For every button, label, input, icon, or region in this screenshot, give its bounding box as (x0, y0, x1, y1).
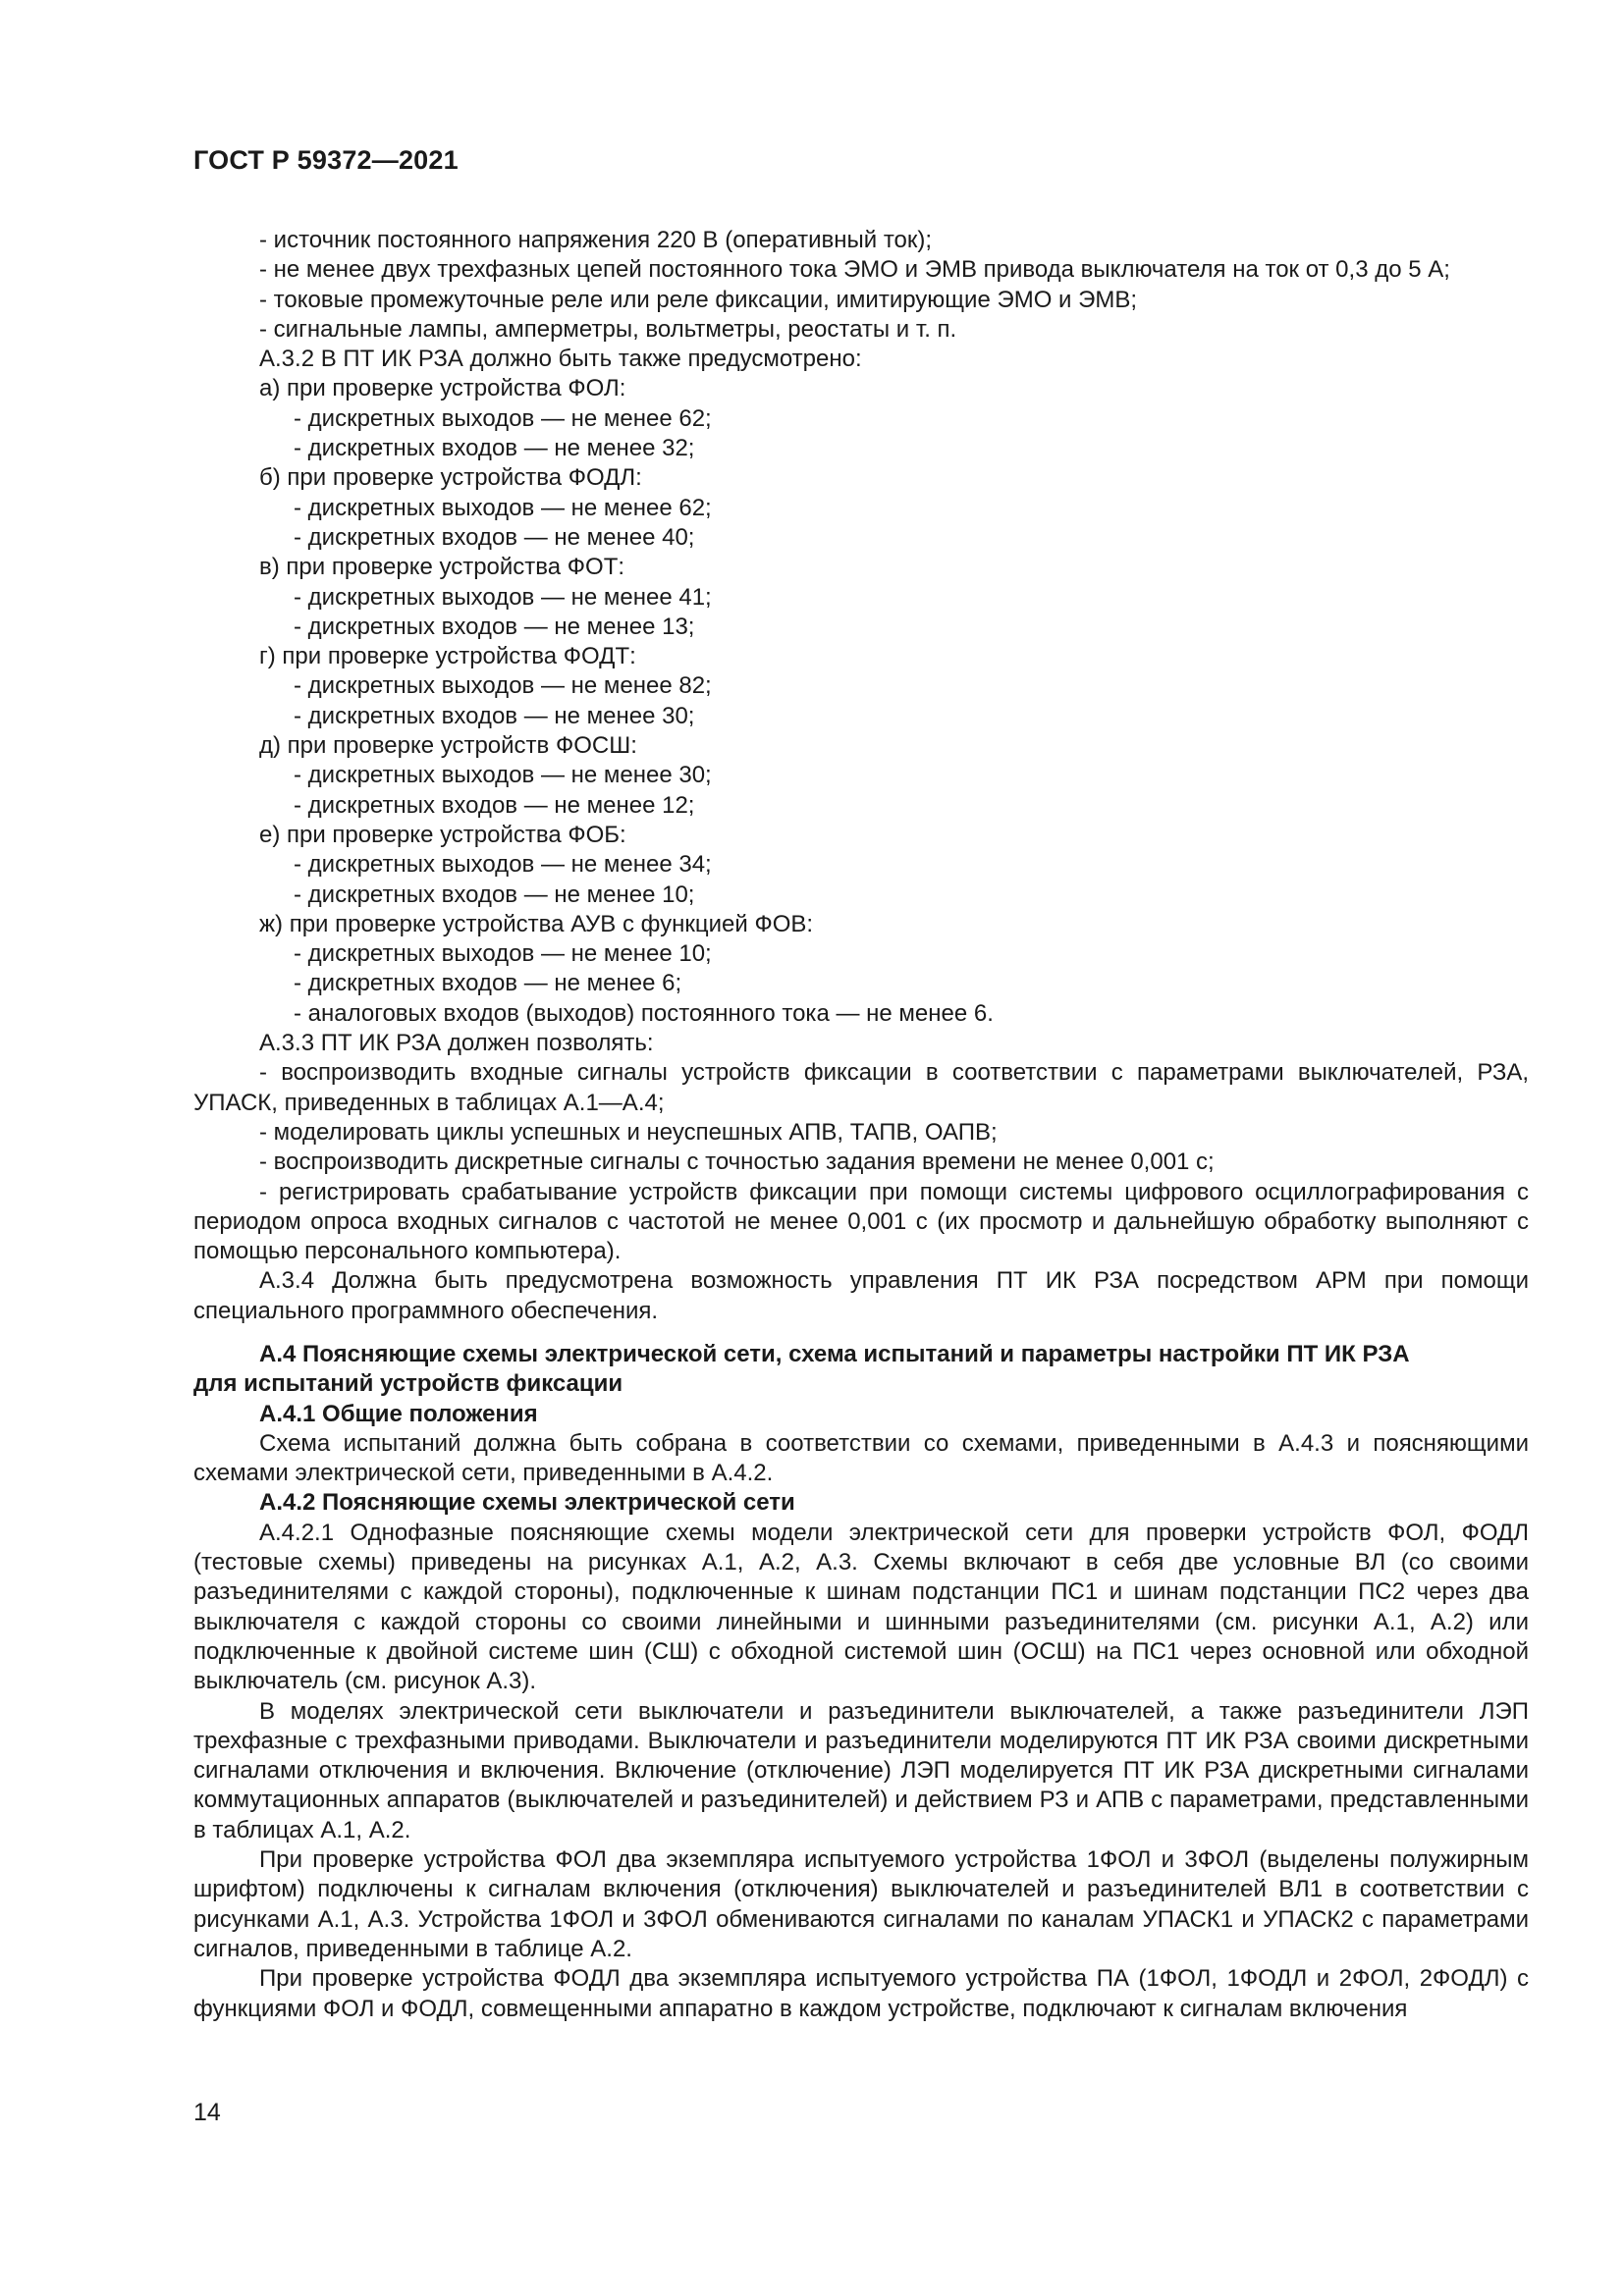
section-heading-a-4 (193, 1340, 1529, 1400)
document-header: ГОСТ Р 59372—2021 (193, 145, 459, 175)
document-body (193, 226, 1529, 2024)
list-item: - не менее двух трехфазных цепей постоянного тока ЭМО и ЭМВ привода выключателя на ток от 0,3 до 5 А; (259, 256, 1450, 284)
sublist-v: в) при проверке устройства ФОТ: (259, 554, 625, 581)
list-item: - дискретных выходов — не менее 30; (294, 762, 712, 789)
paragraph: - воспроизводить входные сигналы устройств фиксации в соответствии с параметрами выключателей, РЗА, УПАСК, приведенных в таблицах А.1—А.4; (193, 1059, 1529, 1116)
sublist-d: д) при проверке устройств ФОСШ: (259, 732, 637, 760)
sublist-a: а) при проверке устройства ФОЛ: (259, 375, 626, 402)
list-item: - сигнальные лампы, амперметры, вольтметры, реостаты и т. п. (259, 315, 957, 343)
clause-a-3-4: А.3.4 Должна быть предусмотрена возможность управления ПТ ИК РЗА посредством АРМ при помощи специального программного обеспечения. (193, 1267, 1529, 1324)
subsection-heading-a-4-1: А.4.1 Общие положения (259, 1400, 538, 1427)
subsection-heading-a-4-2: А.4.2 Поясняющие схемы электрической сети (259, 1489, 795, 1517)
page-number: 14 (193, 2099, 221, 2126)
paragraph: При проверке устройства ФОДЛ два экземпляра испытуемого устройства ПА (1ФОЛ, 1ФОДЛ и 2ФОЛ, 2ФОДЛ) с функциями ФОЛ и ФОДЛ, совмещенными аппаратно в каждом устройстве, подключают к сигналам включения (193, 1965, 1529, 2022)
paragraph: Схема испытаний должна быть собрана в соответствии со схемами, приведенными в А.4.3 и поясняющими схемами электрической сети, приведенными в А.4.2. (193, 1429, 1529, 1487)
paragraph: В моделях электрической сети выключатели и разъединители выключателей, а также разъединители ЛЭП трехфазные с трехфазными приводами. Выключатели и разъединители моделируются ПТ ИК РЗА своими дискретными сигналами отключения и включения. Включение (отключение) ЛЭП моделируется ПТ ИК РЗА дискретными сигналами коммутационных аппаратов (выключателей и разъединителей) и действием РЗ и АПВ с параметрами, представленными в таблицах А.1, А.2. (193, 1697, 1529, 1843)
list-item: - дискретных выходов — не менее 41; (294, 583, 712, 611)
list-item: - дискретных выходов — не менее 62; (294, 494, 712, 521)
clause-a-3-2: А.3.2 В ПТ ИК РЗА должно быть также предусмотрено: (259, 346, 862, 373)
list-item: - дискретных входов — не менее 10; (294, 881, 695, 908)
list-item: - воспроизводить дискретные сигналы с точностью задания времени не менее 0,001 с; (259, 1148, 1215, 1176)
list-item: - дискретных входов — не менее 40; (294, 523, 695, 551)
list-item: - дискретных входов — не менее 12; (294, 791, 695, 819)
list-item: - источник постоянного напряжения 220 В (оперативный ток); (259, 227, 933, 253)
sublist-zh: ж) при проверке устройства АУВ с функцией ФОВ: (259, 910, 814, 937)
paragraph: А.4.2.1 Однофазные поясняющие схемы модели электрической сети для проверки устройств ФОЛ, ФОДЛ (тестовые схемы) приведены на рисунках А.1, А.2, А.3. Схемы включают в себя две условные ВЛ (со своими разъединителями с каждой стороны), подключенные к шинам подстанции ПС1 и шинам подстанции ПС2 через два выключателя с каждой стороны со своими линейными и шинными разъединителями (см. рисунки А.1, А.2) или подключенные к двойной системе шин (СШ) с обходной системой шин (ОСШ) на ПС1 через основной или обходной выключатель (см. рисунок А.3). (193, 1519, 1529, 1695)
sublist-e: е) при проверке устройства ФОБ: (259, 821, 626, 848)
list-item: - дискретных входов — не менее 13; (294, 613, 695, 640)
list-item: - дискретных выходов — не менее 62; (294, 404, 712, 432)
list-item: - дискретных входов — не менее 30; (294, 702, 695, 729)
sublist-g: г) при проверке устройства ФОДТ: (259, 643, 636, 670)
list-item: - моделировать циклы успешных и неуспешных АПВ, ТАПВ, ОАПВ; (259, 1118, 998, 1146)
section-heading-line: для испытаний устройств фиксации (193, 1370, 623, 1398)
list-item: - дискретных выходов — не менее 82; (294, 672, 712, 700)
sublist-b: б) при проверке устройства ФОДЛ: (259, 464, 642, 492)
paragraph: - регистрировать срабатывание устройств фиксации при помощи системы цифрового осциллографирования с периодом опроса входных сигналов с частотой не менее 0,001 с (их просмотр и дальнейшую обработку выполняют с помощью персонального компьютера). (193, 1178, 1529, 1265)
section-heading-line: А.4 Поясняющие схемы электрической сети, схема испытаний и параметры настройки ПТ ИК РЗА (259, 1340, 1410, 1367)
clause-a-3-3: А.3.3 ПТ ИК РЗА должен позволять: (259, 1030, 654, 1057)
list-item: - дискретных выходов — не менее 34; (294, 851, 712, 879)
list-item: - дискретных выходов — не менее 10; (294, 940, 712, 968)
list-item: - дискретных входов — не менее 32; (294, 435, 695, 462)
list-item: - аналоговых входов (выходов) постоянного тока — не менее 6. (294, 999, 994, 1027)
list-item: - токовые промежуточные реле или реле фиксации, имитирующие ЭМО и ЭМВ; (259, 286, 1138, 313)
list-item: - дискретных входов — не менее 6; (294, 970, 682, 997)
paragraph: При проверке устройства ФОЛ два экземпляра испытуемого устройства 1ФОЛ и 3ФОЛ (выделены полужирным шрифтом) подключены к сигналам включения (отключения) выключателей и разъединителей ВЛ1 в соответствии с рисунками А.1, А.3. Устройства 1ФОЛ и 3ФОЛ обмениваются сигналами по каналам УПАСК1 и УПАСК2 с параметрами сигналов, приведенными в таблице А.2. (193, 1846, 1529, 1962)
